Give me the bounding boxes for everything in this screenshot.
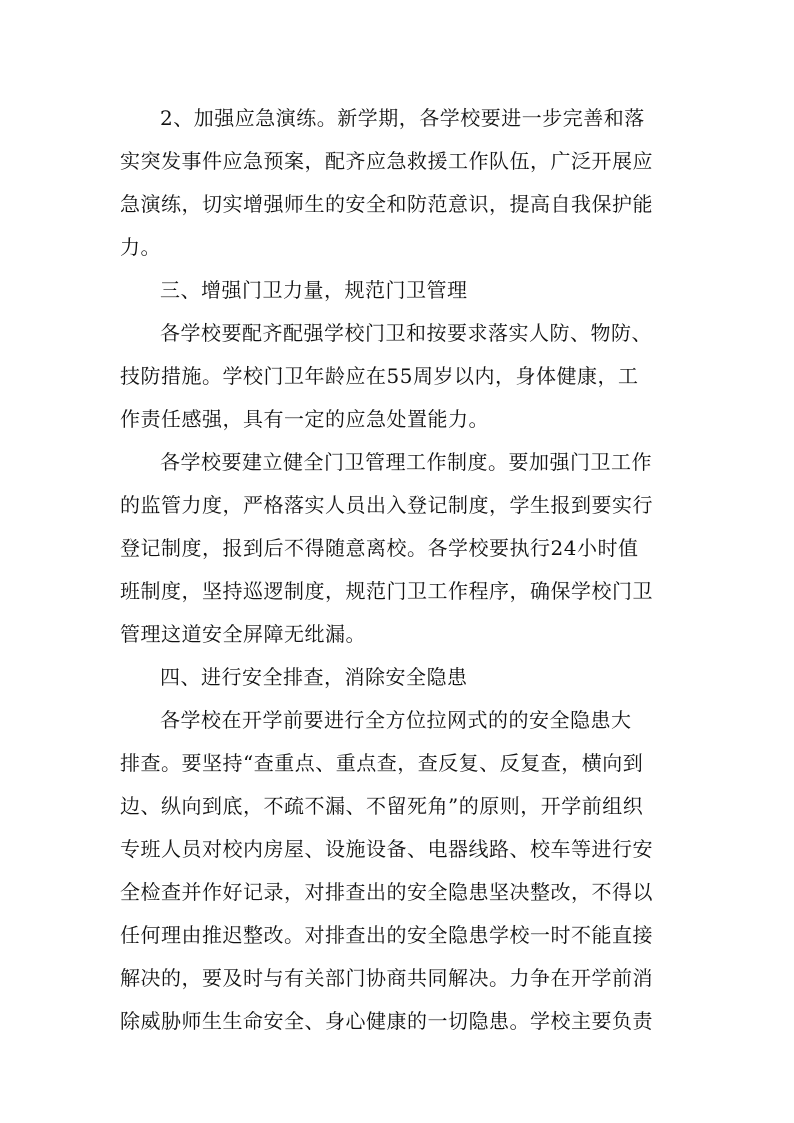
paragraph-line: 任何理由推迟整改。对排查出的安全隐患学校一时不能直接	[120, 923, 653, 947]
paragraph-line: 作责任感强，具有一定的应急处置能力。	[120, 407, 489, 431]
paragraph-line: 力。	[120, 235, 161, 259]
section-heading: 四、进行安全排查，消除安全隐患	[160, 665, 468, 689]
paragraph-line: 各学校要建立健全门卫管理工作制度。要加强门卫工作	[160, 450, 652, 474]
paragraph-line: 全检查并作好记录，对排查出的安全隐患坚决整改，不得以	[120, 880, 653, 904]
paragraph-line: 排查。要坚持“查重点、重点查，查反复、反复查，横向到	[120, 751, 644, 775]
paragraph-line: 各学校要配齐配强学校门卫和按要求落实人防、物防、	[160, 321, 652, 345]
paragraph-line: 边、纵向到底，不疏不漏、不留死角”的原则，开学前组织	[120, 794, 644, 818]
paragraph-line: 除威胁师生生命安全、身心健康的一切隐患。学校主要负责	[120, 1009, 653, 1033]
paragraph-line: 急演练，切实增强师生的安全和防范意识，提高自我保护能	[120, 192, 653, 216]
paragraph-line: 实突发事件应急预案，配齐应急救援工作队伍，广泛开展应	[120, 149, 653, 173]
paragraph-line: 技防措施。学校门卫年龄应在55周岁以内，身体健康，工	[120, 364, 639, 388]
paragraph-line: 各学校在开学前要进行全方位拉网式的的安全隐患大	[160, 708, 632, 732]
paragraph-line: 班制度，坚持巡逻制度，规范门卫工作程序，确保学校门卫	[120, 579, 653, 603]
paragraph-line: 的监管力度，严格落实人员出入登记制度，学生报到要实行	[120, 493, 653, 517]
paragraph-line: 登记制度，报到后不得随意离校。各学校要执行24小时值	[120, 536, 639, 560]
paragraph-line: 2、加强应急演练。新学期，各学校要进一步完善和落	[160, 106, 645, 130]
section-heading: 三、增强门卫力量，规范门卫管理	[160, 278, 468, 302]
paragraph-line: 解决的，要及时与有关部门协商共同解决。力争在开学前消	[120, 966, 653, 990]
paragraph-line: 管理这道安全屏障无纰漏。	[120, 622, 366, 646]
paragraph-line: 专班人员对校内房屋、设施设备、电器线路、校车等进行安	[120, 837, 653, 861]
